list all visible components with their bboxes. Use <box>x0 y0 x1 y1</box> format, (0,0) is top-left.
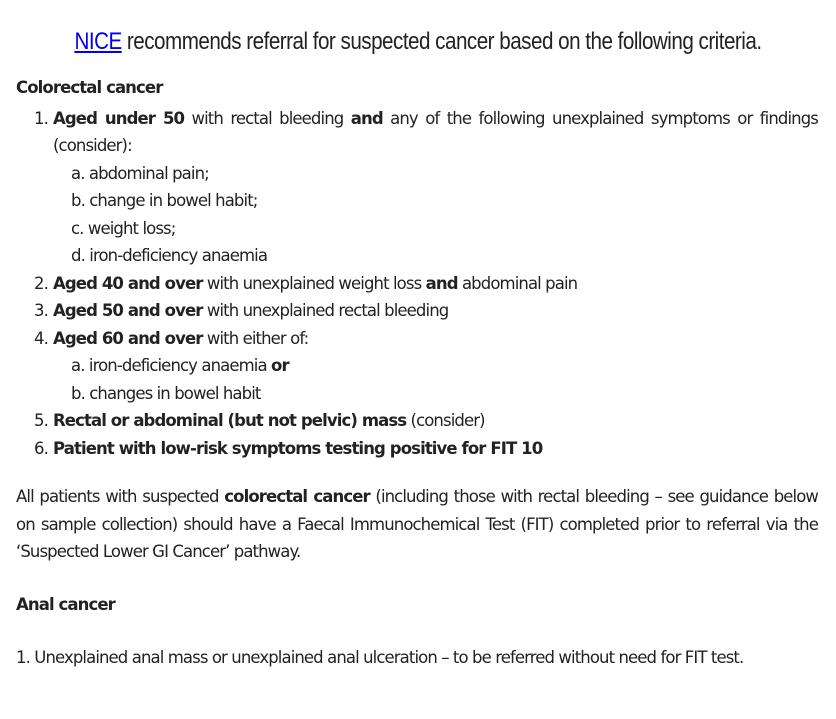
colorectal-heading: Colorectal cancer <box>16 78 163 97</box>
nice-link[interactable]: NICE <box>74 28 122 55</box>
sub-item: d. iron-deficiency anaemia <box>71 246 268 265</box>
paragraph-text: (including those with rectal bleeding – see guidance below on sample collection) should have a Faecal Immunochemical Test (FIT) completed prior to referral via the ‘Suspected Lower GI Cancer’ pathway. <box>16 487 818 561</box>
sub-item-text: b. changes in bowel habit <box>71 383 261 403</box>
criteria-item-1 <box>34 105 818 270</box>
criteria-bold: and <box>350 108 383 128</box>
item-number: 2. <box>34 273 48 293</box>
criteria-item-4 <box>34 325 818 408</box>
fit-paragraph <box>16 483 818 566</box>
item-number: 3. <box>34 301 48 320</box>
criteria-item-5 <box>34 407 818 435</box>
criteria-item-2 <box>34 270 818 298</box>
sub-item <box>71 380 818 408</box>
criteria-text: with unexplained weight loss <box>202 273 426 293</box>
intro-sentence <box>59 28 778 56</box>
criteria-text: with rectal bleeding <box>184 108 351 128</box>
sub-item: a. abdominal pain; <box>71 163 209 183</box>
sub-item: b. change in bowel habit; <box>71 191 258 210</box>
criteria-text: any of the following unexplained symptoms or findings (consider): <box>53 108 818 155</box>
anal-heading: Anal cancer <box>16 594 115 614</box>
item-number: 4. <box>34 328 48 348</box>
document-body <box>16 74 818 672</box>
sub-item-text: a. iron-deficiency anaemia <box>71 356 272 375</box>
criteria-item-6 <box>34 435 818 463</box>
sub-item: c. weight loss; <box>71 218 176 238</box>
criteria-bold: Rectal or abdominal (but not pelvic) mass <box>53 411 407 430</box>
intro-text: recommends referral for suspected cancer based on the following criteria. <box>121 28 762 55</box>
item-number: 1. <box>34 108 48 128</box>
criteria-text: abdominal pain <box>457 273 578 293</box>
colorectal-criteria-list <box>16 105 818 463</box>
criteria-bold: Aged 60 and over <box>53 328 203 348</box>
criteria-text: with either of: <box>202 328 309 348</box>
criteria-text: (consider) <box>406 411 485 430</box>
sub-item-bold: or <box>271 356 289 375</box>
item-number: 5. <box>34 411 48 430</box>
criteria-bold: Patient with low-risk symptoms testing positive for FIT 10 <box>53 438 543 458</box>
criteria-bold: Aged under 50 <box>53 108 185 128</box>
sub-item <box>71 352 818 380</box>
sub-list <box>53 352 818 407</box>
item-number: 6. <box>34 438 48 458</box>
criteria-text: with unexplained rectal bleeding <box>202 301 449 320</box>
criteria-bold: Aged 40 and over <box>53 273 203 293</box>
criteria-item-3 <box>34 297 818 325</box>
criteria-bold: and <box>425 273 458 293</box>
paragraph-bold: colorectal cancer <box>224 487 370 506</box>
sub-list <box>53 160 818 270</box>
anal-criteria-item: 1. Unexplained anal mass or unexplained anal ulceration – to be referred without need for FIT test. <box>16 648 744 667</box>
criteria-bold: Aged 50 and over <box>53 301 203 320</box>
paragraph-text: All patients with suspected <box>16 487 225 506</box>
